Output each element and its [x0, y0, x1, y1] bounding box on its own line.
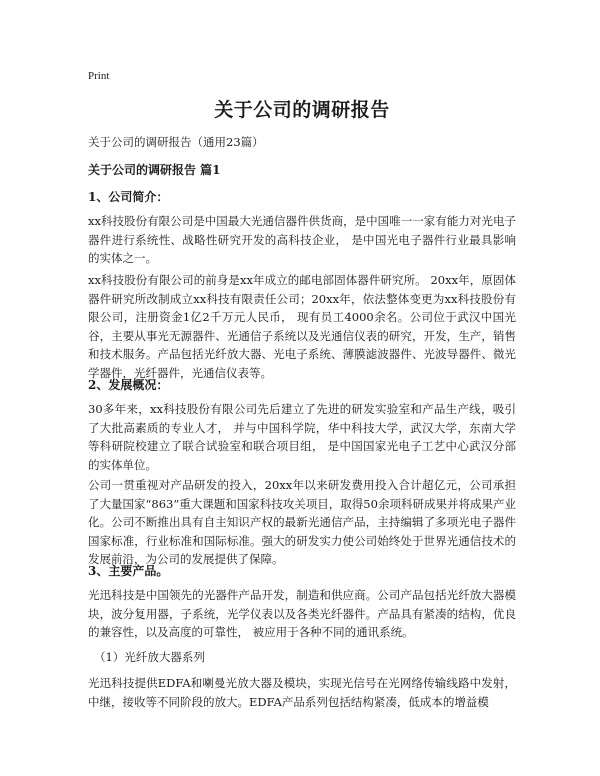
section-heading-main-products: 3、主要产品。 — [88, 564, 169, 578]
sub-heading-fiber-amplifier: （1）光纤放大器系列 — [94, 650, 205, 664]
paragraph-development-2: 公司一贯重视对产品研发的投入，20xx年以来研发费用投入合计超亿元，公司承担了大量国家“863”重大课题和国家科技攻关项目，取得50余项科研成果并将成果产业化。公司不断推出具有自主知识产权的最新光通信产品，主持编辑了多项光电子器件国家标准，行业标准和国际标准。强大的研发实力使公司始终处于世界光通信技术的发展前沿，为公司的发展提供了保障。 — [88, 478, 516, 566]
section-heading-development: 2、发展概况： — [88, 378, 169, 392]
page-title: 关于公司的调研报告 — [214, 99, 390, 121]
paragraph-development-1: 30多年来，xx科技股份有限公司先后建立了先进的研发实验室和产品生产线，吸引了大批高素质的专业人才， 并与中国科学院，华中科技大学，武汉大学，东南大学等科研院校建立了联合试验室和联合项目组， 是中国国家光电子工艺中心武汉分部的实体单位。 — [88, 402, 516, 472]
section-heading-company-intro: 1、公司简介： — [88, 190, 169, 204]
article-heading: 关于公司的调研报告 篇1 — [88, 163, 221, 177]
paragraph-main-products-1: 光迅科技是中国领先的光器件产品开发，制造和供应商。公司产品包括光纤放大器模块，波分复用器，子系统，光学仪表以及各类光纤器件。产品具有紧凑的结构，优良的兼容性，以及高度的可靠性， 被应用于各种不同的通讯系统。 — [88, 588, 516, 639]
paragraph-company-intro-1: xx科技股份有限公司是中国最大光通信器件供货商，是中国唯一一家有能力对光电子器件进行系统性、战略性研究开发的高科技企业， 是中国光电子器件行业最具影响的实体之一。 — [88, 214, 516, 265]
paragraph-company-intro-2: xx科技股份有限公司的前身是xx年成立的邮电部固体器件研究所。 20xx年，原固体器件研究所改制成立xx科技有限责任公司；20xx年，依法整体变更为xx科技股份有限公司，注册资金1亿2千万元人民币， 现有员工4000余名。公司位于武汉中国光谷，主要从事光无源器件、光通信子系统以及光通信仪表的研究，开发，生产，销售和技术服务。产品包括光纤放大器、光电子系统、薄膜滤波器件、光波导器件、微光学器件，光纤器件，光通信仪表等。 — [88, 273, 516, 380]
print-label[interactable]: Print — [88, 70, 110, 82]
paragraph-main-products-2: 光迅科技提供EDFA和喇曼光放大器及模块，实现光信号在光网络传输线路中发射，中继，接收等不同阶段的放大。EDFA产品系列包括结构紧凑，低成本的增益模 — [88, 676, 516, 709]
document-subtitle: 关于公司的调研报告（通用23篇） — [88, 135, 264, 149]
